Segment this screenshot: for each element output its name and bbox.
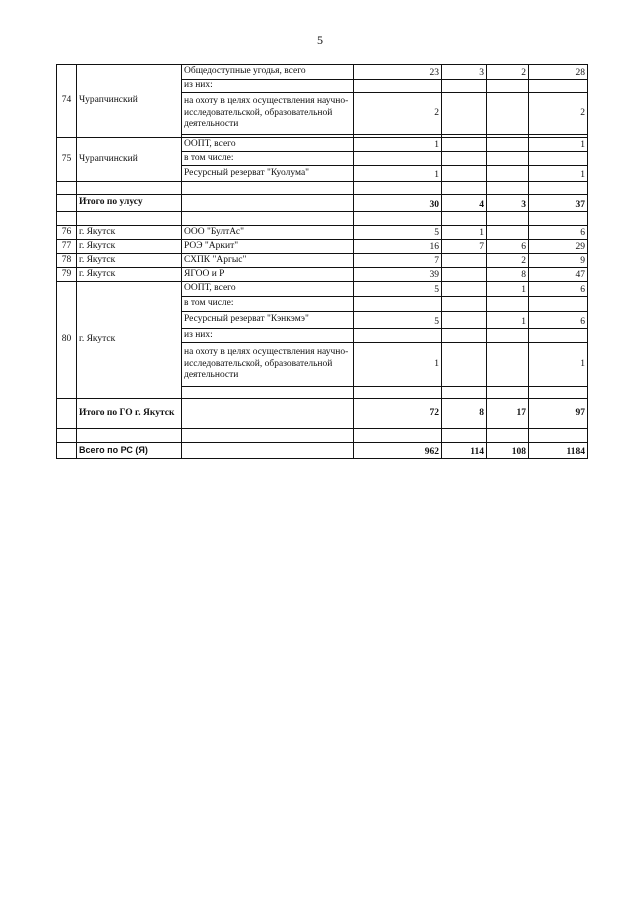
category-cell: Общедоступные угодья, всего (182, 65, 354, 80)
total-cell (529, 152, 588, 166)
city-cell: г. Якутск (77, 240, 182, 254)
value-cell: 30 (354, 195, 442, 212)
value-cell: 1 (354, 343, 442, 387)
total-cell: 6 (529, 312, 588, 329)
spacer-row (57, 212, 588, 226)
row-index: 80 (57, 282, 77, 399)
district-cell: Чурапчинский (77, 138, 182, 182)
total-cell: 1 (529, 343, 588, 387)
value-cell (442, 80, 487, 93)
value-cell (442, 152, 487, 166)
district-cell: Чурапчинский (77, 65, 182, 138)
value-cell (442, 329, 487, 343)
value-cell: 1 (354, 138, 442, 152)
organization-cell: РОЭ "Аркит" (182, 240, 354, 254)
value-cell (487, 343, 529, 387)
total-cell: 1 (529, 138, 588, 152)
value-cell: 1 (487, 282, 529, 297)
value-cell: 1 (487, 312, 529, 329)
category-cell: на охоту в целях осуществления научно-исследовательской, образовательной деятельности (182, 343, 354, 387)
value-cell (487, 93, 529, 135)
value-cell: 6 (487, 240, 529, 254)
page-number: 5 (317, 33, 323, 47)
organization-cell: ЯГОО и Р (182, 268, 354, 282)
value-cell (442, 166, 487, 182)
city-cell: г. Якутск (77, 268, 182, 282)
value-cell (442, 343, 487, 387)
city-cell: г. Якутск (77, 282, 182, 399)
grand-total-row (57, 443, 588, 459)
category-cell: Ресурсный резерват "Куолума" (182, 166, 354, 182)
table-row (57, 254, 588, 268)
table-row (57, 240, 588, 254)
category-cell: из них: (182, 329, 354, 343)
hunting-grounds-table (56, 64, 588, 459)
category-cell: из них: (182, 80, 354, 93)
category-cell: ООПТ, всего (182, 138, 354, 152)
value-cell: 1 (442, 226, 487, 240)
value-cell (442, 138, 487, 152)
value-cell: 5 (354, 226, 442, 240)
row-index: 74 (57, 65, 77, 138)
row-index: 79 (57, 268, 77, 282)
table-row (57, 226, 588, 240)
total-cell: 37 (529, 195, 588, 212)
value-cell: 962 (354, 443, 442, 459)
value-cell: 114 (442, 443, 487, 459)
row-index: 75 (57, 138, 77, 182)
organization-cell: СХПК "Аргыс" (182, 254, 354, 268)
value-cell (487, 226, 529, 240)
value-cell: 2 (487, 65, 529, 80)
value-cell (487, 297, 529, 312)
value-cell: 4 (442, 195, 487, 212)
value-cell: 108 (487, 443, 529, 459)
value-cell (487, 152, 529, 166)
subtotal-row (57, 195, 588, 212)
table-row (57, 138, 588, 152)
total-cell: 2 (529, 93, 588, 135)
subtotal-label: Итого по ГО г. Якутск (77, 399, 182, 429)
category-cell: в том числе: (182, 152, 354, 166)
value-cell: 16 (354, 240, 442, 254)
subtotal-label: Итого по улусу (77, 195, 182, 212)
total-cell: 1 (529, 166, 588, 182)
value-cell: 3 (487, 195, 529, 212)
value-cell (442, 268, 487, 282)
value-cell (442, 93, 487, 135)
value-cell: 72 (354, 399, 442, 429)
value-cell (487, 80, 529, 93)
total-cell (529, 329, 588, 343)
total-cell: 47 (529, 268, 588, 282)
row-index: 76 (57, 226, 77, 240)
city-cell: г. Якутск (77, 226, 182, 240)
total-cell: 6 (529, 226, 588, 240)
value-cell (354, 329, 442, 343)
total-cell: 29 (529, 240, 588, 254)
value-cell: 17 (487, 399, 529, 429)
value-cell: 8 (487, 268, 529, 282)
category-cell: Ресурсный резерват "Кэнкэмэ" (182, 312, 354, 329)
total-cell: 9 (529, 254, 588, 268)
total-cell: 1184 (529, 443, 588, 459)
value-cell (487, 166, 529, 182)
value-cell (487, 329, 529, 343)
table-row (57, 65, 588, 80)
category-cell: в том числе: (182, 297, 354, 312)
value-cell: 2 (487, 254, 529, 268)
table-row (57, 268, 588, 282)
value-cell (354, 297, 442, 312)
row-index: 77 (57, 240, 77, 254)
total-cell: 97 (529, 399, 588, 429)
spacer-row (57, 429, 588, 443)
value-cell: 8 (442, 399, 487, 429)
total-cell (529, 297, 588, 312)
value-cell: 5 (354, 312, 442, 329)
value-cell (354, 152, 442, 166)
table-row (57, 282, 588, 297)
value-cell: 7 (354, 254, 442, 268)
value-cell: 23 (354, 65, 442, 80)
value-cell: 5 (354, 282, 442, 297)
value-cell (442, 254, 487, 268)
subtotal-row (57, 399, 588, 429)
value-cell (442, 282, 487, 297)
value-cell (442, 312, 487, 329)
total-cell: 6 (529, 282, 588, 297)
value-cell: 2 (354, 93, 442, 135)
grand-total-label: Всего по РС (Я) (77, 443, 182, 459)
spacer-row (57, 182, 588, 195)
organization-cell: ООО "БултАс" (182, 226, 354, 240)
value-cell (442, 297, 487, 312)
value-cell (487, 138, 529, 152)
row-index: 78 (57, 254, 77, 268)
category-cell: на охоту в целях осуществления научно-исследовательской, образовательной деятельности (182, 93, 354, 135)
value-cell (354, 80, 442, 93)
value-cell: 7 (442, 240, 487, 254)
value-cell: 39 (354, 268, 442, 282)
total-cell: 28 (529, 65, 588, 80)
value-cell: 1 (354, 166, 442, 182)
total-cell (529, 80, 588, 93)
value-cell: 3 (442, 65, 487, 80)
city-cell: г. Якутск (77, 254, 182, 268)
category-cell: ООПТ, всего (182, 282, 354, 297)
